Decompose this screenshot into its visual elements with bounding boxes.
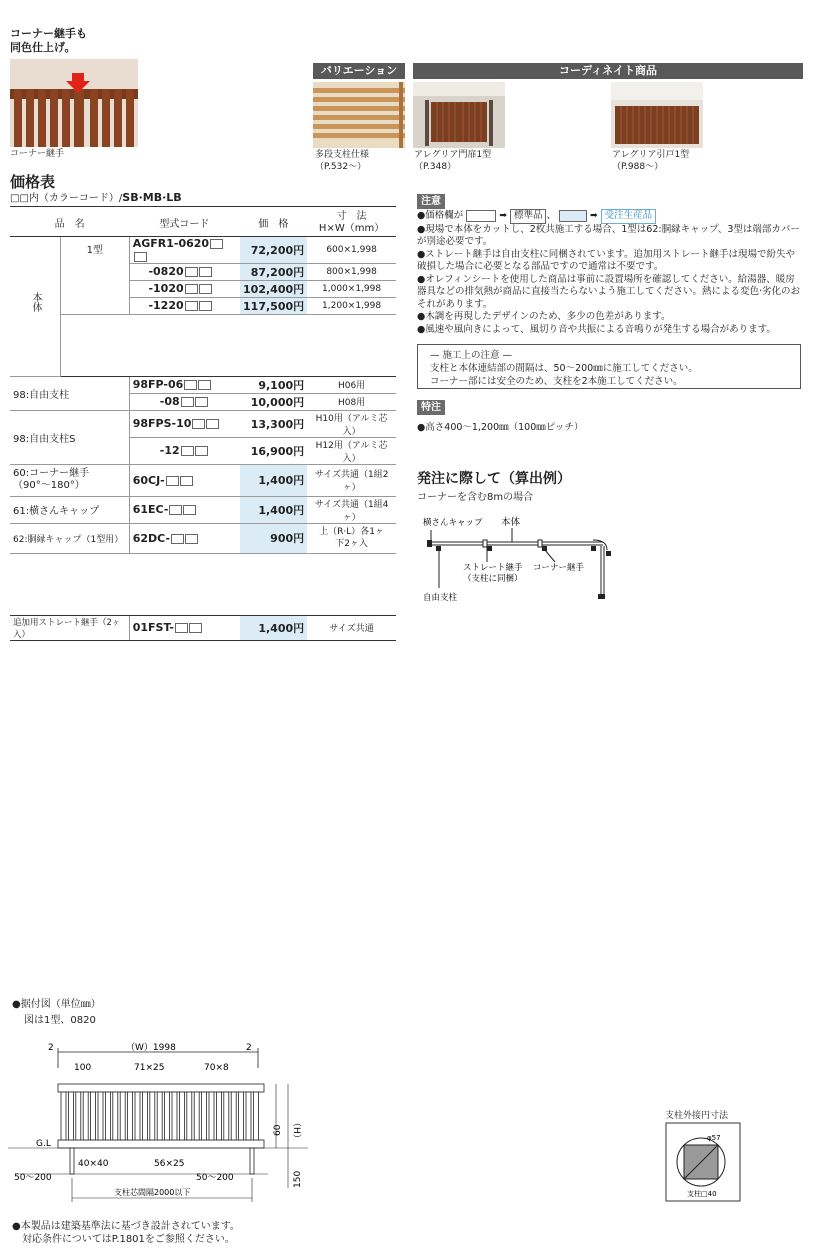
note-item: ●木調を再現したデザインのため、多少の色差があります。	[417, 311, 671, 322]
fence-slat	[68, 1092, 73, 1140]
price-cell: 87,200円	[240, 263, 308, 280]
dim-cell: H12用（アルミ芯入）	[307, 437, 396, 464]
dim-height: （H）	[291, 1118, 301, 1143]
code-cell: -1220	[129, 297, 239, 314]
post-mark	[436, 546, 441, 551]
variation-page: （P.532〜）	[315, 162, 367, 172]
dim-50-200-left: 50〜200	[14, 1173, 52, 1183]
dim-50-200-right: 50〜200	[196, 1173, 234, 1183]
gate-page: （P.348）	[414, 162, 457, 172]
dim-cell: H10用（アルミ芯入）	[307, 410, 396, 437]
fence-slat	[224, 1092, 229, 1140]
dim-150: 150	[293, 1170, 303, 1188]
straight-name: 追加用ストレート継手（2ヶ入）	[10, 615, 129, 640]
dim-cell: 上（R·L）各1ヶ 下2ヶ入	[307, 523, 396, 553]
install-caution-box	[417, 344, 801, 389]
fence-slat	[150, 1092, 155, 1140]
label-post: 自由支柱	[423, 593, 458, 603]
dim-cell: サイズ共通（1組2ヶ）	[307, 464, 396, 496]
dim-60: 60	[273, 1124, 283, 1136]
code-cell: -1020	[129, 280, 239, 297]
dim-cell: H08用	[307, 393, 396, 410]
dim-two-left: 2	[48, 1043, 54, 1053]
install-title: ●据付図（単位㎜）	[12, 999, 101, 1010]
empty-cell	[61, 314, 397, 376]
dim-width: （W）1998	[126, 1043, 176, 1053]
fence-slat	[128, 1092, 133, 1140]
label-body: 本体	[501, 517, 521, 528]
header-price: 価 格	[240, 210, 308, 236]
table-row	[10, 236, 396, 263]
table-row	[10, 496, 396, 523]
cap61-name: 61:横さんキャップ	[10, 496, 129, 523]
body-label: 本体	[10, 236, 61, 376]
order-diagram	[417, 510, 617, 605]
note-item: ●ストレート継手は自由支柱に同梱されています。追加用ストレート継手は現場で紛失や破損した場合に必要となる部品ですので通常は不要です。	[417, 248, 796, 272]
variation-caption: 多段支柱仕様	[315, 150, 370, 160]
corner-caption: コーナー継手	[10, 149, 65, 159]
fence-slat	[187, 1092, 192, 1140]
dim-70x8: 70×8	[204, 1063, 229, 1073]
fence-slat	[209, 1092, 214, 1140]
fence-slat	[202, 1092, 207, 1140]
coordinate-header: コーディネイト商品	[413, 63, 803, 79]
fence-slat	[76, 1092, 81, 1140]
code-cell: 01FST-	[129, 615, 239, 640]
post-circle-dia: φ57	[707, 1134, 721, 1142]
gate-name: アレグリア門扉1型	[414, 150, 492, 160]
fence-slat	[157, 1092, 162, 1140]
dim-cell: 1,000×1,998	[307, 280, 396, 297]
price-cell: 9,100円	[240, 376, 308, 393]
label-corner: コーナー継手	[533, 563, 585, 573]
dim-100: 100	[74, 1063, 92, 1073]
fence-slat	[165, 1092, 170, 1140]
price-cell: 1,400円	[240, 615, 308, 640]
cap62-name: 62:胴縁キャップ（1型用）	[10, 523, 129, 553]
note-item: ●風速や風向きによって、風切り音や共振による音鳴りが発生する場合があります。	[417, 323, 776, 335]
dim-56x25: 56×25	[154, 1159, 185, 1169]
sliding-gate-photo	[611, 82, 703, 148]
dim-cell: 600×1,998	[307, 236, 396, 263]
ground-level: G.L	[36, 1139, 51, 1149]
caution-box-line: コーナー部には安全のため、支柱を2本施工してください。	[430, 376, 683, 387]
price-cell: 72,200円	[240, 236, 308, 263]
features-tag: 特注	[417, 400, 445, 415]
order-subtitle: コーナーを含む8mの場合	[417, 492, 534, 503]
notes-block	[417, 209, 803, 336]
fence-slat	[246, 1092, 251, 1140]
code-cell: -0820	[129, 263, 239, 280]
price-cell: 13,300円	[240, 410, 308, 437]
fence-slats	[61, 1092, 258, 1140]
code-cell: 98FP-06	[129, 376, 239, 393]
dim-71x25: 71×25	[134, 1063, 165, 1073]
fence-slat	[113, 1092, 118, 1140]
dim-cell: H06用	[307, 376, 396, 393]
corner-title-1: コーナー継手も	[10, 27, 87, 40]
note-item: ●オレフィンシートを使用した商品は事前に設置場所を確認してください。給湯器、暖房器具などの排気熱が商品に直接当たらないよう施工してください。熱による変色·劣化のおそれがあります。	[417, 273, 801, 310]
table-row-empty	[10, 553, 396, 615]
code-cell: AGFR1-0620	[129, 236, 239, 263]
post98-name: 98:自由支柱	[10, 376, 129, 410]
fence-slat	[83, 1092, 88, 1140]
footer-note	[12, 1220, 240, 1246]
label-straight: ストレート継手	[463, 563, 523, 573]
footer-line-2: 対応条件についてはP.1801をご参照ください。	[12, 1234, 235, 1245]
fence-slat	[172, 1092, 177, 1140]
notes-tag: 注意	[417, 194, 445, 209]
dim-span: 支柱芯間隔2000以下	[114, 1188, 191, 1197]
price-cell: 1,400円	[240, 464, 308, 496]
corner-joint-photo	[10, 59, 138, 147]
fence-slat	[216, 1092, 221, 1140]
dim-cell: サイズ共通（1組4ヶ）	[307, 496, 396, 523]
header-name: 品 名	[10, 210, 129, 236]
fence-slat	[142, 1092, 147, 1140]
table-row	[10, 410, 396, 437]
header-dimension	[307, 210, 396, 236]
corner-name: 60:コーナー継手 （90°〜180°）	[10, 464, 129, 496]
order-title: 発注に際して（算出例）	[417, 471, 571, 487]
price-cell: 10,000円	[240, 393, 308, 410]
price-cell: 16,900円	[240, 437, 308, 464]
caution-box-title: — 施工上の注意 —	[430, 350, 513, 361]
post98s-name: 98:自由支柱S	[10, 410, 129, 464]
code-cell: 60CJ-	[129, 464, 239, 496]
dim-40x40: 40×40	[78, 1159, 109, 1169]
table-row-empty	[10, 314, 396, 376]
price-title: 価格表	[10, 173, 56, 191]
price-cell: 102,400円	[240, 280, 308, 297]
sliding-gate-page: （P.988〜）	[612, 162, 664, 172]
table-row	[10, 376, 396, 393]
cap-mark	[427, 540, 432, 547]
corner-title-2: 同色仕上げ。	[10, 41, 76, 54]
fence-slat	[253, 1092, 258, 1140]
label-straight-2: （支柱に同梱）	[463, 574, 523, 584]
fence-slat	[120, 1092, 125, 1140]
footer-line-1: ●本製品は建築基準法に基づき設計されています。	[12, 1221, 240, 1232]
fence-slat	[194, 1092, 199, 1140]
dim-cell: 800×1,998	[307, 263, 396, 280]
dim-cell: 1,200×1,998	[307, 297, 396, 314]
fence-slat	[105, 1092, 110, 1140]
price-cell: 117,500円	[240, 297, 308, 314]
color-note: □□内（カラーコード）/	[10, 193, 123, 204]
header-dim-2: H×W（mm）	[318, 222, 385, 234]
legend-line: ●価格欄が ➡ 標準品 、 ➡ 受注生産品	[417, 209, 803, 224]
fence-slat	[61, 1092, 66, 1140]
header-dim-1: 寸 法	[336, 210, 367, 222]
post-circle-title: 支柱外接円寸法	[665, 1111, 729, 1121]
caution-box-line: 支柱と本体連結部の間隔は、50〜200㎜に施工してください。	[430, 363, 698, 374]
sliding-gate-name: アレグリア引戸1型	[612, 150, 690, 160]
post-circle-diagram	[665, 1122, 741, 1202]
variation-photo	[313, 82, 405, 148]
variation-header: バリエーション	[313, 63, 405, 79]
fence-slat	[179, 1092, 184, 1140]
empty-cell	[10, 553, 396, 615]
code-cell: -08	[129, 393, 239, 410]
install-subtitle: 図は1型、0820	[24, 1015, 96, 1026]
install-drawing	[8, 1038, 308, 1208]
fence-slat	[231, 1092, 236, 1140]
post-circle-post: 支柱□40	[687, 1190, 717, 1198]
fence-slat	[135, 1092, 140, 1140]
table-row	[10, 523, 396, 553]
header-code: 型式コード	[129, 210, 239, 236]
code-cell: -12	[129, 437, 239, 464]
price-cell: 900円	[240, 523, 308, 553]
dim-two-right: 2	[246, 1043, 252, 1053]
table-row	[10, 464, 396, 496]
fence-slat	[98, 1092, 103, 1140]
fence-slat	[91, 1092, 96, 1140]
price-table	[10, 210, 396, 641]
price-cell: 1,400円	[240, 496, 308, 523]
color-code-line	[10, 190, 396, 207]
table-row	[10, 615, 396, 640]
features-item: ●高さ400〜1,200㎜（100㎜ピッチ）	[417, 422, 584, 433]
note-item: ●現場で本体をカットし、2枚共施工する場合、1型は62:胴縁キャップ、3型は端部カバーが別途必要です。	[417, 223, 800, 247]
color-codes: SB·MB·LB	[122, 191, 182, 204]
code-cell: 62DC-	[129, 523, 239, 553]
label-cap: 横さんキャップ	[423, 518, 483, 528]
gate-photo	[413, 82, 505, 148]
dim-cell: サイズ共通	[307, 615, 396, 640]
fence-slat	[239, 1092, 244, 1140]
code-cell: 98FPS-10	[129, 410, 239, 437]
model-label: 1型	[61, 236, 130, 314]
code-cell: 61EC-	[129, 496, 239, 523]
